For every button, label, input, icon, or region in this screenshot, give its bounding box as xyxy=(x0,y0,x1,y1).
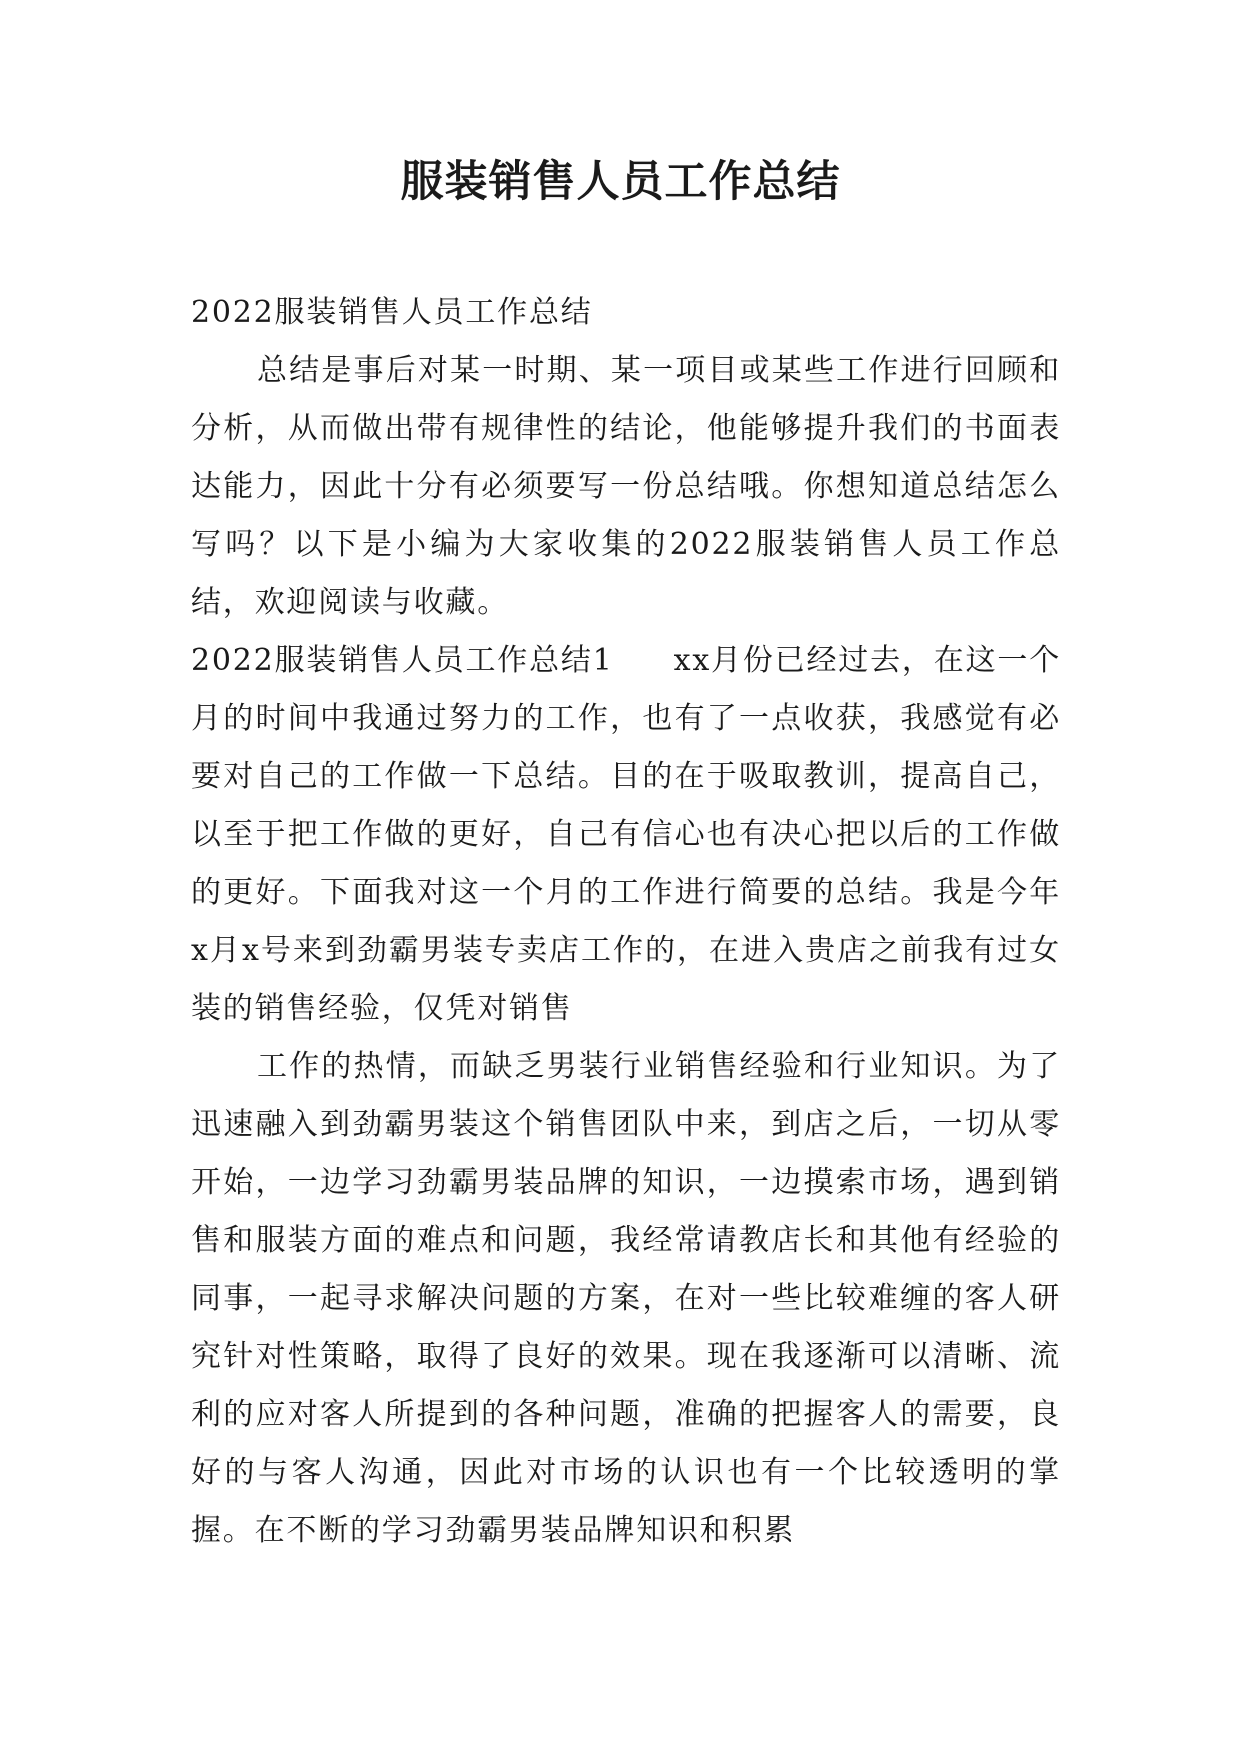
document-title: 服装销售人员工作总结 xyxy=(400,157,841,207)
section-1-first-paragraph xyxy=(191,632,1061,1038)
section-1-heading: 2022服装销售人员工作总结1 xyxy=(191,643,614,678)
section-1-paragraph-1: xx月份已经过去，在这一个月的时间中我通过努力的工作，也有了一点收获，我感觉有必要对自己的工作做一下总结。目的在于吸取教训，提高自己，以至于把工作做的更好，自己有信心也有决心把以后的工作做的更好。下面我对这一个月的工作进行简要的总结。我是今年x月x号来到劲霸男装专卖店工作的，在进入贵店之前我有过女装的销售经验，仅凭对销售 xyxy=(191,643,1061,1026)
document-body xyxy=(191,284,1061,1560)
section-1-paragraph-2: 工作的热情，而缺乏男装行业销售经验和行业知识。为了迅速融入到劲霸男装这个销售团队中来，到店之后，一切从零开始，一边学习劲霸男装品牌的知识，一边摸索市场，遇到销售和服装方面的难点和问题，我经常请教店长和其他有经验的同事，一起寻求解决问题的方案，在对一些比较难缠的客人研究针对性策略，取得了良好的效果。现在我逐渐可以清晰、流利的应对客人所提到的各种问题，准确的把握客人的需要，良好的与客人沟通，因此对市场的认识也有一个比较透明的掌握。在不断的学习劲霸男装品牌知识和积累 xyxy=(191,1049,1061,1548)
document-subtitle: 2022服装销售人员工作总结 xyxy=(191,295,593,330)
intro-paragraph: 总结是事后对某一时期、某一项目或某些工作进行回顾和分析，从而做出带有规律性的结论，他能够提升我们的书面表达能力，因此十分有必须要写一份总结哦。你想知道总结怎么写吗？以下是小编为大家收集的2022服装销售人员工作总结，欢迎阅读与收藏。 xyxy=(191,353,1061,620)
